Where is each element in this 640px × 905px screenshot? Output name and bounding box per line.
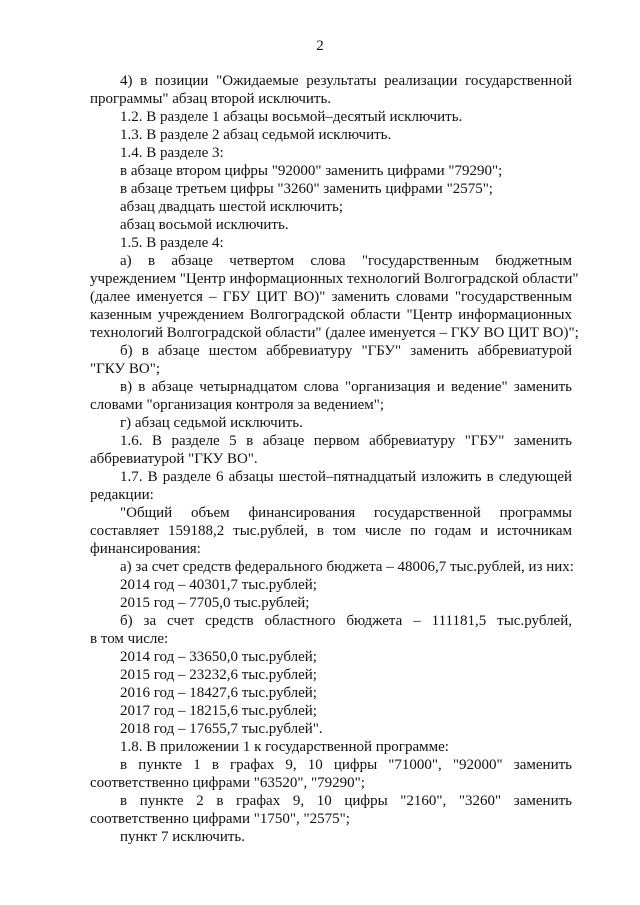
paragraph-line: б) за счет средств областного бюджета – 111181,5 тыс.рублей, bbox=[120, 613, 572, 629]
paragraph bbox=[90, 792, 572, 828]
paragraph-line: 2014 год – 40301,7 тыс.рублей; bbox=[120, 577, 317, 593]
paragraph bbox=[90, 108, 572, 126]
paragraph-line: а) в абзаце четвертом слова "государственным бюджетным bbox=[120, 253, 572, 269]
paragraph-line: 2016 год – 18427,6 тыс.рублей; bbox=[120, 685, 317, 701]
paragraph-line: казенным учреждением Волгоградской области "Центр информационных bbox=[90, 307, 572, 323]
paragraph-line: 1.8. В приложении 1 к государственной программе: bbox=[120, 739, 449, 755]
paragraph-line: в пункте 2 в графах 9, 10 цифры "2160", "3260" заменить bbox=[120, 793, 572, 809]
paragraph bbox=[90, 828, 572, 846]
paragraph-line: словами "организация контроля за ведением"; bbox=[90, 397, 385, 413]
paragraph bbox=[90, 378, 572, 414]
paragraph bbox=[90, 576, 572, 594]
paragraph-line: 4) в позиции "Ожидаемые результаты реализации государственной bbox=[120, 73, 572, 89]
paragraph-line: 1.3. В разделе 2 абзац седьмой исключить. bbox=[120, 127, 392, 143]
paragraph-line: редакции: bbox=[90, 487, 154, 503]
paragraph bbox=[90, 756, 572, 792]
paragraph bbox=[90, 720, 572, 738]
paragraph-line: "Общий объем финансирования государственной программы bbox=[120, 505, 572, 521]
paragraph-line: 1.2. В разделе 1 абзацы восьмой–десятый исключить. bbox=[120, 109, 463, 125]
paragraph-line: в том числе: bbox=[90, 631, 169, 647]
paragraph bbox=[90, 612, 572, 648]
paragraph bbox=[90, 684, 572, 702]
paragraph bbox=[90, 216, 572, 234]
paragraph bbox=[90, 702, 572, 720]
paragraph-line: г) абзац седьмой исключить. bbox=[120, 415, 303, 431]
paragraph-line: абзац восьмой исключить. bbox=[120, 217, 289, 233]
paragraph bbox=[90, 162, 572, 180]
paragraph bbox=[90, 558, 572, 576]
paragraph bbox=[90, 648, 572, 666]
paragraph bbox=[90, 126, 572, 144]
paragraph-line: "ГКУ ВО"; bbox=[90, 361, 160, 377]
paragraph-line: а) за счет средств федерального бюджета – 48006,7 тыс.рублей, из них: bbox=[120, 559, 574, 575]
paragraph-line: в) в абзаце четырнадцатом слова "организация и ведение" заменить bbox=[120, 379, 572, 395]
paragraph bbox=[90, 432, 572, 468]
paragraph-line: соответственно цифрами "1750", "2575"; bbox=[90, 811, 350, 827]
paragraph-line: 2017 год – 18215,6 тыс.рублей; bbox=[120, 703, 317, 719]
paragraph-line: 1.5. В разделе 4: bbox=[120, 235, 224, 251]
paragraph-line: 1.4. В разделе 3: bbox=[120, 145, 224, 161]
paragraph-line: составляет 159188,2 тыс.рублей, в том числе по годам и источникам bbox=[90, 523, 572, 539]
paragraph bbox=[90, 342, 572, 378]
paragraph-line: в абзаце втором цифры "92000" заменить цифрами "79290"; bbox=[120, 163, 503, 179]
paragraph bbox=[90, 666, 572, 684]
page-number: 2 bbox=[316, 38, 324, 54]
paragraph-line: 2014 год – 33650,0 тыс.рублей; bbox=[120, 649, 317, 665]
paragraph-line: 1.7. В разделе 6 абзацы шестой–пятнадцатый изложить в следующей bbox=[120, 469, 572, 485]
paragraph-line: абзац двадцать шестой исключить; bbox=[120, 199, 344, 215]
paragraph bbox=[90, 144, 572, 162]
paragraph-line: пункт 7 исключить. bbox=[120, 829, 246, 845]
paragraph-line: соответственно цифрами "63520", "79290"; bbox=[90, 775, 365, 791]
paragraph-line: технологий Волгоградской области" (далее именуется – ГКУ ВО ЦИТ ВО)"; bbox=[90, 325, 579, 341]
paragraph-line: аббревиатурой "ГКУ ВО". bbox=[90, 451, 258, 467]
paragraph-line: (далее именуется – ГБУ ЦИТ ВО)" заменить словами "государственным bbox=[90, 289, 572, 305]
paragraph-line: 2015 год – 7705,0 тыс.рублей; bbox=[120, 595, 310, 611]
paragraph-line: 2015 год – 23232,6 тыс.рублей; bbox=[120, 667, 317, 683]
paragraph bbox=[90, 234, 572, 252]
paragraph bbox=[90, 180, 572, 198]
paragraph-line: 2018 год – 17655,7 тыс.рублей". bbox=[120, 721, 323, 737]
paragraph-line: программы" абзац второй исключить. bbox=[90, 91, 332, 107]
paragraph bbox=[90, 198, 572, 216]
paragraph bbox=[90, 252, 579, 342]
paragraph bbox=[90, 504, 572, 558]
paragraph-line: учреждением "Центр информационных технологий Волгоградской области" bbox=[90, 271, 579, 287]
paragraph-line: б) в абзаце шестом аббревиатуру "ГБУ" заменить аббревиатурой bbox=[120, 343, 572, 359]
paragraph bbox=[90, 414, 572, 432]
paragraph-line: в пункте 1 в графах 9, 10 цифры "71000", "92000" заменить bbox=[120, 757, 572, 773]
paragraph bbox=[90, 72, 572, 108]
paragraph-line: финансирования: bbox=[90, 541, 201, 557]
document-body bbox=[90, 72, 579, 846]
paragraph bbox=[90, 738, 572, 756]
paragraph-line: в абзаце третьем цифры "3260" заменить цифрами "2575"; bbox=[120, 181, 493, 197]
paragraph-line: 1.6. В разделе 5 в абзаце первом аббревиатуру "ГБУ" заменить bbox=[120, 433, 572, 449]
paragraph bbox=[90, 594, 572, 612]
paragraph bbox=[90, 468, 572, 504]
